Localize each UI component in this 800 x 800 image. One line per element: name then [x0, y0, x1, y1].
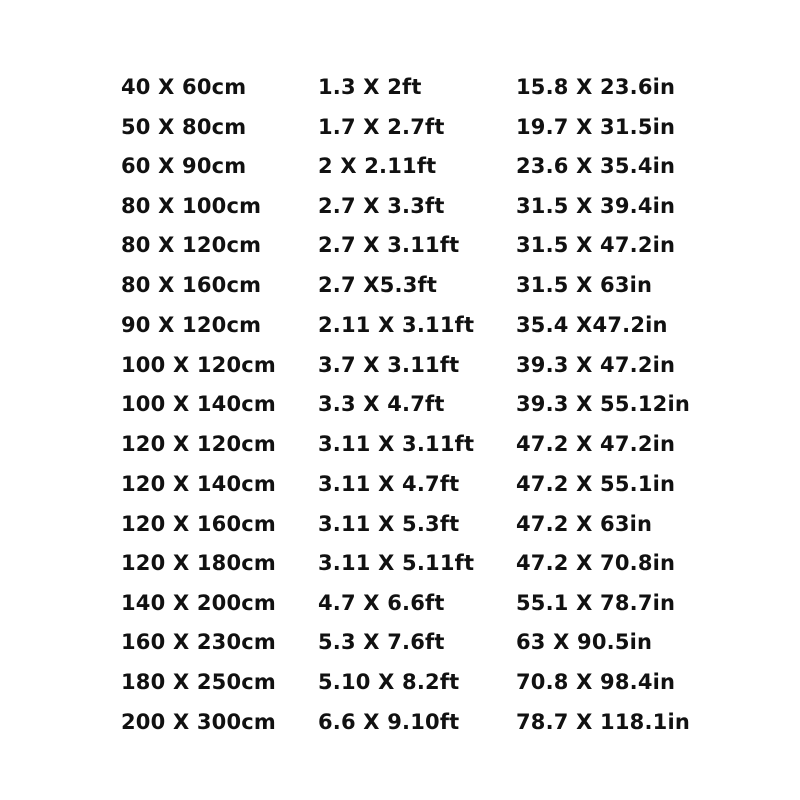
size-ft: 1.3 X 2ft — [318, 75, 422, 99]
size-cm: 60 X 90cm — [121, 154, 247, 178]
size-row — [0, 464, 800, 504]
size-row — [0, 305, 800, 345]
size-ft: 3.3 X 4.7ft — [318, 392, 445, 416]
size-cm: 50 X 80cm — [121, 115, 247, 139]
size-row — [0, 265, 800, 305]
size-row — [0, 504, 800, 544]
size-cm: 140 X 200cm — [121, 591, 277, 615]
size-row — [0, 67, 800, 107]
size-row — [0, 186, 800, 226]
size-ft: 5.3 X 7.6ft — [318, 630, 445, 654]
size-ft: 2.7 X 3.3ft — [318, 194, 445, 218]
size-row — [0, 662, 800, 702]
size-cm: 100 X 140cm — [121, 392, 277, 416]
size-in: 55.1 X 78.7in — [516, 591, 676, 615]
size-cm: 40 X 60cm — [121, 75, 247, 99]
size-cm: 120 X 140cm — [121, 472, 277, 496]
size-row — [0, 107, 800, 147]
size-ft: 3.7 X 3.11ft — [318, 353, 460, 377]
size-ft: 3.11 X 5.3ft — [318, 512, 460, 536]
size-row — [0, 543, 800, 583]
size-row — [0, 622, 800, 662]
size-in: 31.5 X 63in — [516, 273, 653, 297]
size-ft: 3.11 X 3.11ft — [318, 432, 475, 456]
size-in: 78.7 X 118.1in — [516, 710, 690, 734]
size-in: 47.2 X 55.1in — [516, 472, 676, 496]
size-cm: 160 X 230cm — [121, 630, 277, 654]
size-row — [0, 583, 800, 623]
size-ft: 2.11 X 3.11ft — [318, 313, 475, 337]
size-cm: 180 X 250cm — [121, 670, 277, 694]
size-ft: 2 X 2.11ft — [318, 154, 437, 178]
size-in: 39.3 X 47.2in — [516, 353, 676, 377]
size-ft: 2.7 X5.3ft — [318, 273, 438, 297]
size-cm: 120 X 120cm — [121, 432, 277, 456]
size-in: 15.8 X 23.6in — [516, 75, 676, 99]
size-cm: 80 X 100cm — [121, 194, 262, 218]
size-cm: 80 X 160cm — [121, 273, 262, 297]
size-cm: 100 X 120cm — [121, 353, 277, 377]
size-in: 23.6 X 35.4in — [516, 154, 676, 178]
size-cm: 120 X 160cm — [121, 512, 277, 536]
size-row — [0, 384, 800, 424]
size-ft: 4.7 X 6.6ft — [318, 591, 445, 615]
size-cm: 200 X 300cm — [121, 710, 277, 734]
size-ft: 3.11 X 4.7ft — [318, 472, 460, 496]
size-in: 35.4 X47.2in — [516, 313, 668, 337]
size-cm: 120 X 180cm — [121, 551, 277, 575]
size-in: 31.5 X 47.2in — [516, 233, 676, 257]
size-in: 47.2 X 47.2in — [516, 432, 676, 456]
size-in: 39.3 X 55.12in — [516, 392, 690, 416]
size-row — [0, 225, 800, 265]
size-row — [0, 424, 800, 464]
size-in: 31.5 X 39.4in — [516, 194, 676, 218]
size-row — [0, 702, 800, 742]
size-ft: 3.11 X 5.11ft — [318, 551, 475, 575]
size-ft: 5.10 X 8.2ft — [318, 670, 460, 694]
size-cm: 90 X 120cm — [121, 313, 262, 337]
size-ft: 6.6 X 9.10ft — [318, 710, 460, 734]
size-in: 47.2 X 70.8in — [516, 551, 676, 575]
size-ft: 2.7 X 3.11ft — [318, 233, 460, 257]
size-in: 63 X 90.5in — [516, 630, 653, 654]
size-row — [0, 146, 800, 186]
size-in: 70.8 X 98.4in — [516, 670, 676, 694]
size-row — [0, 345, 800, 385]
size-in: 19.7 X 31.5in — [516, 115, 676, 139]
size-in: 47.2 X 63in — [516, 512, 653, 536]
size-cm: 80 X 120cm — [121, 233, 262, 257]
size-ft: 1.7 X 2.7ft — [318, 115, 445, 139]
